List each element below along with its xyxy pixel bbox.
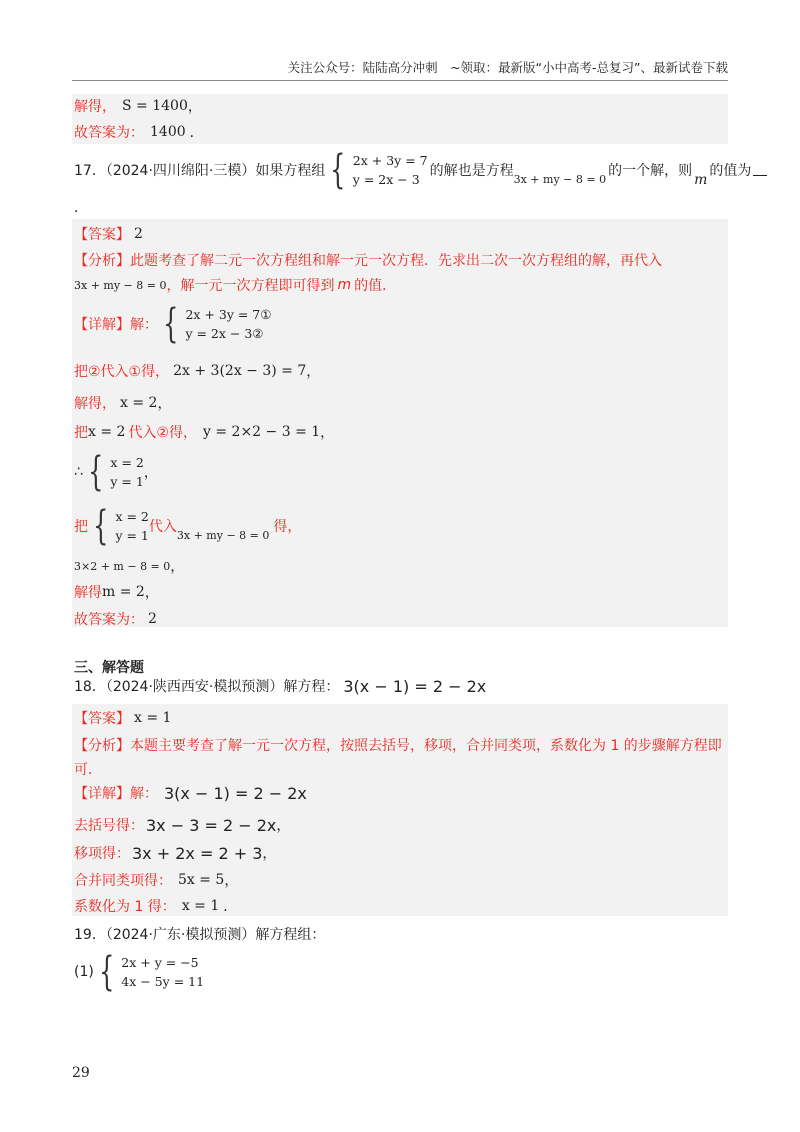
q18-step1 bbox=[74, 815, 290, 835]
q18-detail-eq: 3(x − 1) = 2 − 2x bbox=[164, 783, 307, 803]
q17-solve-x bbox=[74, 393, 171, 413]
q17-tail: 的值为 bbox=[709, 163, 752, 179]
q18-answer-label: 【答案】 bbox=[74, 711, 130, 727]
q18-step3-end: ， bbox=[224, 873, 239, 889]
q18-analysis bbox=[74, 735, 722, 755]
q17-solve-x-label: 解得， bbox=[74, 396, 116, 412]
q17-solve-x-math: x = 2 bbox=[120, 395, 158, 411]
q19-number: 19．（2024·广东·模拟预测）解方程组： bbox=[74, 927, 326, 943]
prev-solve-line bbox=[74, 96, 202, 116]
q17-result bbox=[74, 450, 158, 494]
q17-sub2-a: 把 bbox=[74, 425, 88, 441]
q17-sub3-b: 代入 bbox=[148, 519, 177, 535]
q17-result-end: ， bbox=[143, 465, 158, 481]
q17-number: 17．（2024·四川绵阳·三模）如果方程组 bbox=[74, 163, 326, 179]
q17-calc-math: 3×2 + m − 8 = 0 bbox=[74, 559, 171, 573]
q17-detail-text: 解： bbox=[130, 317, 158, 333]
q18-step1-math: 3x − 3 = 2 − 2x bbox=[146, 815, 277, 835]
brace-icon: { bbox=[163, 301, 179, 347]
q18-equation: 3(x − 1) = 2 − 2x bbox=[343, 676, 487, 696]
q18-step4-end: ． bbox=[223, 899, 238, 915]
q18-step1-label: 去括号得： bbox=[74, 818, 144, 834]
q17-sub3-row1: x = 2 bbox=[115, 509, 149, 524]
q19-part1 bbox=[74, 950, 204, 994]
header-rule bbox=[72, 80, 728, 81]
q17-analysis-var: m bbox=[337, 277, 352, 293]
q17-final-value: 2 bbox=[148, 611, 157, 627]
q17-system bbox=[325, 147, 428, 193]
q17-final bbox=[74, 609, 157, 629]
q17-sub1-math: 2x + 3(2x − 3) = 7 bbox=[173, 363, 307, 379]
q17-sub2-math2: y = 2×2 − 3 = 1 bbox=[203, 424, 321, 440]
q18-step2 bbox=[74, 843, 276, 863]
q19-part-label: (1) bbox=[74, 964, 94, 980]
q17-sub3-c: 得， bbox=[273, 519, 302, 535]
q18-step4 bbox=[74, 896, 237, 916]
q17-result-system bbox=[83, 449, 144, 495]
q18-detail-label: 【详解】 bbox=[74, 786, 130, 802]
page-number: 29 bbox=[72, 1065, 90, 1081]
q17-analysis-text: 此题考查了解二元一次方程组和解一元一次方程．先求出二次一次方程组的解，再代入 bbox=[130, 253, 662, 269]
q18-step4-label: 系数化为 1 得： bbox=[74, 899, 176, 915]
q17-sub3 bbox=[74, 504, 301, 548]
q17-analysis-eq: 3x + my − 8 = 0 bbox=[74, 278, 167, 292]
q18-analysis-label: 【分析】 bbox=[74, 738, 130, 754]
q17-sub3-row2: y = 1 bbox=[115, 528, 149, 543]
q17-detail-system bbox=[158, 301, 272, 347]
q17-dot: ． bbox=[74, 200, 88, 216]
q17-solve-x-end: ， bbox=[157, 396, 172, 412]
q17-after: 的一个解，则 bbox=[608, 163, 693, 179]
q17-sub1 bbox=[74, 361, 320, 381]
prev-solve-end: ， bbox=[187, 99, 202, 115]
q17-system-row1: 2x + 3y = 7 bbox=[352, 153, 428, 168]
q17-analysis bbox=[74, 250, 662, 270]
q18-analysis-text: 本题主要考查了解一元一次方程，按照去括号，移项，合并同类项，系数化为 1 的步骤解方程即 bbox=[130, 738, 722, 754]
q17-analysis-line2 bbox=[74, 275, 396, 295]
q17-equation: 3x + my − 8 = 0 bbox=[513, 172, 607, 186]
q17-detail bbox=[74, 302, 271, 346]
q18-step2-math: 3x + 2x = 2 + 3 bbox=[132, 843, 263, 863]
q19-system-row2: 4x − 5y = 11 bbox=[121, 974, 205, 989]
q18-step2-end: ， bbox=[262, 846, 277, 862]
q17-answer-label: 【答案】 bbox=[74, 227, 130, 243]
q17-result-row2: y = 1 bbox=[110, 474, 144, 489]
q19-system-row1: 2x + y = −5 bbox=[121, 955, 199, 970]
brace-icon: { bbox=[93, 503, 109, 549]
q17-calc-end: ， bbox=[170, 559, 185, 575]
q17-stem-dot bbox=[74, 197, 88, 217]
q17-sub3-system bbox=[88, 503, 149, 549]
prev-final-label: 故答案为： bbox=[74, 125, 144, 141]
q17-solve-m-math: m = 2 bbox=[102, 584, 145, 600]
q17-blank bbox=[753, 165, 767, 176]
q17-calc bbox=[74, 556, 184, 576]
q18-step1-end: ， bbox=[276, 818, 291, 834]
q18-step3-label: 合并同类项得： bbox=[74, 873, 172, 889]
q18-analysis-text2: 可． bbox=[74, 762, 102, 778]
q17-sub2-b: 代入②得， bbox=[128, 425, 197, 441]
q17-sub2 bbox=[74, 422, 334, 442]
q19-system bbox=[94, 949, 205, 995]
q19-stem bbox=[74, 924, 325, 944]
q18-step3 bbox=[74, 870, 238, 890]
q18-detail-text: 解： bbox=[130, 786, 158, 802]
prev-final-line bbox=[74, 122, 204, 142]
brace-icon: { bbox=[88, 449, 104, 495]
q17-result-row1: x = 2 bbox=[110, 455, 144, 470]
q17-detail-row2: y = 2x − 3② bbox=[185, 326, 264, 341]
q17-sub1-label: 把②代入①得， bbox=[74, 364, 170, 380]
q17-solve-m-end: ， bbox=[144, 585, 159, 601]
q17-sub3-eq: 3x + my − 8 = 0 bbox=[176, 528, 270, 542]
q18-stem bbox=[74, 676, 486, 696]
section-title: 三、解答题 bbox=[74, 660, 144, 676]
q17-answer-value: 2 bbox=[134, 226, 143, 242]
q17-system-row2: y = 2x − 3 bbox=[352, 172, 420, 187]
q18-step2-label: 移项得： bbox=[74, 846, 130, 862]
q17-sub2-end: ， bbox=[320, 425, 335, 441]
q17-var: m bbox=[694, 172, 708, 188]
q17-answer bbox=[74, 224, 143, 244]
prev-solve-label: 解得， bbox=[74, 99, 116, 115]
prev-solve-math: S = 1400 bbox=[122, 98, 188, 114]
q17-detail-row1: 2x + 3y = 7① bbox=[185, 307, 272, 322]
q17-detail-label: 【详解】 bbox=[74, 317, 130, 333]
q18-answer-value: x = 1 bbox=[134, 710, 172, 726]
prev-final-end: ． bbox=[189, 125, 204, 141]
q17-solve-m bbox=[74, 582, 159, 602]
prev-final-math: 1400 bbox=[150, 124, 186, 140]
q18-answer bbox=[74, 708, 171, 728]
q18-analysis-line2 bbox=[74, 759, 102, 779]
q17-analysis-text3: 的值． bbox=[354, 278, 397, 294]
q17-solve-m-label: 解得 bbox=[74, 585, 102, 601]
q17-sub2-math1: x = 2 bbox=[88, 424, 126, 440]
q17-sub3-a: 把 bbox=[74, 519, 88, 535]
q17-analysis-text2: ，解一元一次方程即可得到 bbox=[166, 278, 335, 294]
q17-analysis-label: 【分析】 bbox=[74, 253, 130, 269]
brace-icon: { bbox=[330, 147, 346, 193]
q17-mid: 的解也是方程 bbox=[429, 163, 514, 179]
page-header: 关注公众号：陆陆高分冲刺 ~领取：最新版“小中高考-总复习”、最新试卷下载 bbox=[287, 60, 728, 75]
q18-number: 18．（2024·陕西西安·模拟预测）解方程： bbox=[74, 679, 340, 695]
q17-stem bbox=[74, 148, 767, 192]
q18-step3-math: 5x = 5 bbox=[178, 872, 225, 888]
q17-final-label: 故答案为： bbox=[74, 612, 144, 628]
brace-icon: { bbox=[98, 949, 115, 995]
q18-detail bbox=[74, 783, 307, 803]
q17-sub1-end: ， bbox=[306, 364, 321, 380]
q18-step4-math: x = 1 bbox=[181, 898, 220, 914]
therefore-icon: ∴ bbox=[74, 464, 83, 480]
